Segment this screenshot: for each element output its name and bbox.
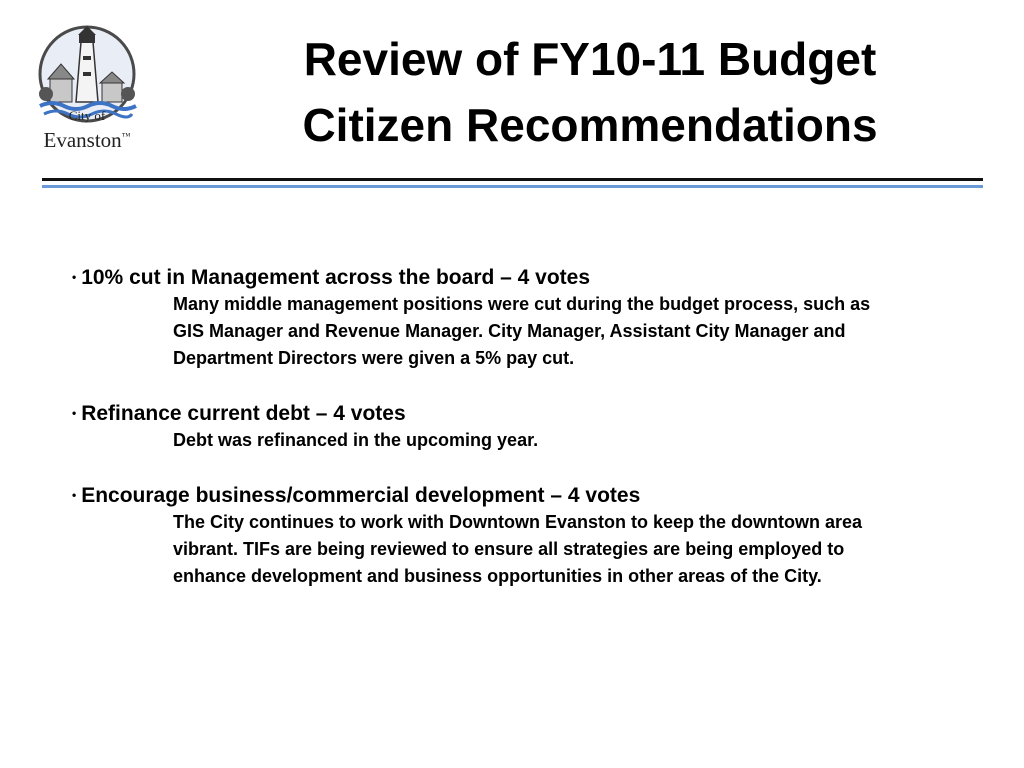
logo-line-1: City of xyxy=(68,108,106,123)
recommendation-heading: 10% cut in Management across the board – 4 votes xyxy=(81,266,591,289)
divider-blue xyxy=(42,185,983,188)
logo-line-2: Evanston xyxy=(43,128,122,152)
recommendation-heading: Encourage business/commercial development – 4 votes xyxy=(81,484,641,507)
recommendation-item-2 xyxy=(72,400,972,454)
slide-title-line-1: Review of FY10-11 Budget xyxy=(303,33,877,85)
recommendation-heading: Refinance current debt – 4 votes xyxy=(81,402,406,425)
bullet-icon: • xyxy=(72,270,77,284)
logo-text xyxy=(26,108,148,152)
recommendation-list xyxy=(72,264,972,618)
bullet-icon: • xyxy=(72,488,77,502)
recommendation-item-3 xyxy=(72,482,972,590)
recommendation-detail: The City continues to work with Downtown Evanston to keep the downtown area vibrant. TIFs are being reviewed to ensure all strategies are being employed to enhance development and business opportunities in other areas of the City. xyxy=(173,512,863,586)
slide-title-line-2: Citizen Recommendations xyxy=(302,99,878,151)
logo-trademark: ™ xyxy=(121,131,131,141)
city-of-evanston-logo xyxy=(26,22,148,154)
recommendation-item-1 xyxy=(72,264,972,372)
bullet-icon: • xyxy=(72,406,77,420)
divider-dark xyxy=(42,178,983,181)
recommendation-detail: Many middle management positions were cut during the budget process, such as GIS Manager and Revenue Manager. City Manager, Assistant City Manager and Department Directors were given a 5% pay cut. xyxy=(173,294,871,368)
recommendation-detail: Debt was refinanced in the upcoming year. xyxy=(173,430,539,450)
